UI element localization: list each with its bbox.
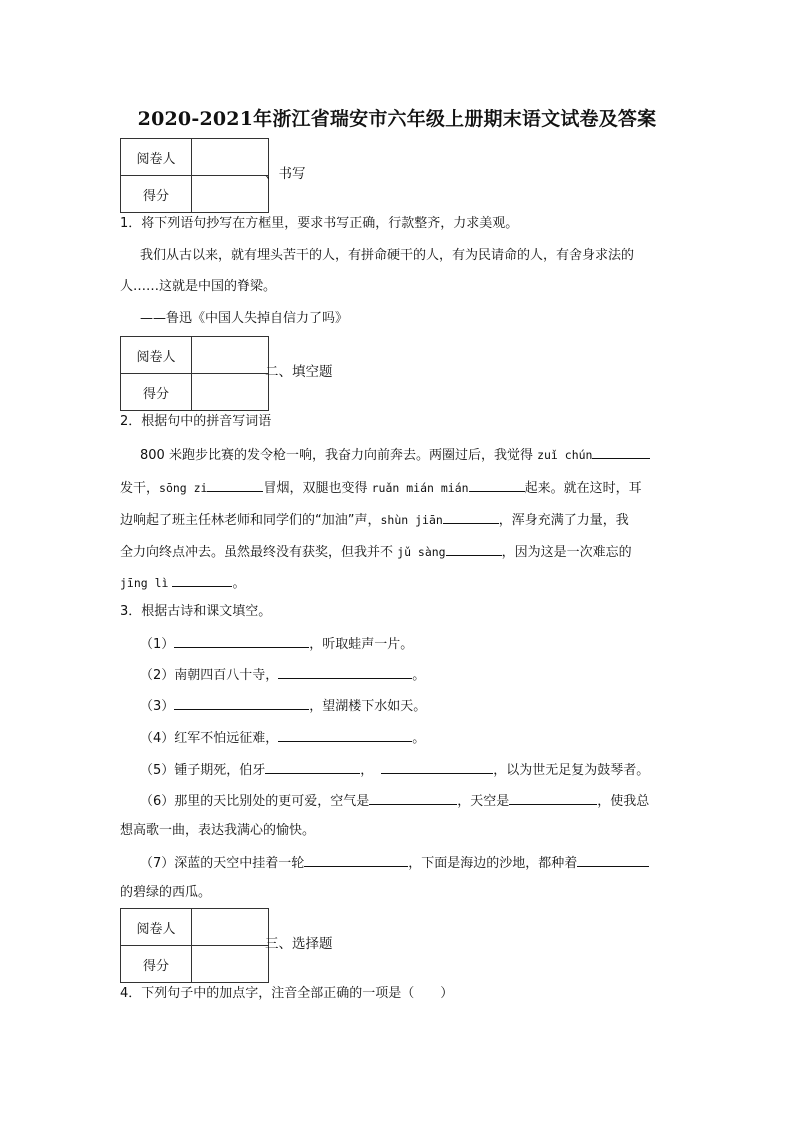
score-table [120,336,269,411]
q2-text: 800 米跑步比赛的发令枪一响，我奋力向前奔去。两圈过后，我觉得 [140,448,538,463]
q3-text: 。 [412,731,426,746]
answer-blank[interactable] [443,509,499,524]
reviewer-cell [192,337,269,374]
reviewer-label: 阅卷人 [121,139,192,176]
answer-blank[interactable] [577,852,649,867]
q3-text: （7）深蓝的天空中挂着一轮 [140,856,305,871]
q3-text: ，下面是海边的沙地，都种着 [408,856,578,871]
pinyin: shùn jiān [380,513,443,527]
q2-text: 。 [232,576,246,591]
q3-text: （4）红军不怕远征难， [140,731,279,746]
q2-line3 [120,509,629,531]
score-label: 得分 [121,374,192,411]
q3-text: ，听取蛙声一片。 [309,637,414,652]
reviewer-cell [192,909,269,946]
q3-item2 [140,664,425,686]
q2-text: 起来。就在这时，耳 [524,481,642,496]
answer-blank[interactable] [592,444,650,459]
score-cell [192,176,269,213]
q3-text: 。 [412,668,426,683]
answer-blank[interactable] [304,852,408,867]
q2-line2 [120,477,642,499]
q3-text: （1） [140,637,175,652]
section-header-choice [120,908,333,983]
q3-item6-cont: 想高歌一曲，表达我满心的愉快。 [120,823,316,838]
score-table [120,908,269,983]
q2-text: ，浑身充满了力量，我 [498,513,629,528]
q3-text: ，望湖楼下水如天。 [309,699,427,714]
answer-blank[interactable] [509,790,597,805]
q3-text: ， [360,763,374,778]
q2-prompt: 2．根据句中的拼音写词语 [120,414,272,429]
reviewer-label: 阅卷人 [121,337,192,374]
q2-text: 发干， [120,481,160,496]
score-label: 得分 [121,946,192,983]
q3-text: （5）锺子期死，伯牙 [140,763,266,778]
q2-text: 边响起了班主任林老师和同学们的“加油”声， [120,513,381,528]
pinyin: jǔ sàng [397,545,446,559]
q3-item5 [140,759,649,781]
pinyin: zuǐ chún [537,448,593,462]
q3-text: ，使我总 [597,794,650,809]
answer-blank[interactable] [265,759,360,774]
reviewer-cell [192,139,269,176]
answer-blank[interactable] [469,477,525,492]
q2-text: ，因为这是一次难忘的 [501,545,632,560]
answer-blank[interactable] [174,695,309,710]
q2-line1 [140,444,650,466]
answer-blank[interactable] [369,790,457,805]
answer-blank[interactable] [207,477,263,492]
q3-text: ，以为世无足复为鼓琴者。 [493,763,650,778]
answer-blank[interactable] [446,541,502,556]
q1-prompt: 1．将下列语句抄写在方框里，要求书写正确，行款整齐，力求美观。 [120,216,519,231]
answer-blank[interactable] [278,727,412,742]
section-heading: 、书写 [265,166,306,182]
pinyin: jīng lì [120,576,169,590]
q2-line5 [120,572,245,594]
reviewer-label: 阅卷人 [121,909,192,946]
q2-text: 全力向终点冲去。虽然最终没有获奖，但我并不 [120,545,398,560]
q3-text: （6）那里的天比别处的更可爱，空气是 [140,794,370,809]
section-heading: 二、填空题 [265,364,333,380]
score-label: 得分 [121,176,192,213]
q1-text-line1: 我们从古以来，就有埋头苦干的人，有拼命硬干的人，有为民请命的人，有舍身求法的 [140,248,635,263]
q3-item1 [140,633,413,655]
score-cell [192,946,269,983]
pinyin: sōng zi [159,481,208,495]
section-header-fill [120,336,333,411]
q4-prompt: 4．下列句子中的加点字，注音全部正确的一项是（ ） [120,986,454,1001]
q3-item4 [140,727,425,749]
q3-item7-cont: 的碧绿的西瓜。 [120,885,212,900]
answer-blank[interactable] [278,664,412,679]
answer-blank[interactable] [174,633,309,648]
q3-item3 [140,695,426,717]
answer-blank[interactable] [172,572,232,587]
q3-item6 [140,790,649,812]
section-header-writing [120,138,306,213]
q3-text: ，天空是 [457,794,510,809]
answer-blank[interactable] [381,759,493,774]
score-cell [192,374,269,411]
pinyin: ruǎn mián mián [371,481,469,495]
q3-text: （3） [140,699,175,714]
page-title: 2020-2021年浙江省瑞安市六年级上册期末语文试卷及答案 [137,108,657,130]
q2-text: 冒烟，双腿也变得 [263,481,372,496]
q3-prompt: 3．根据古诗和课文填空。 [120,604,272,619]
q1-source: ——鲁迅《中国人失掉自信力了吗》 [140,311,349,326]
q3-text: （2）南朝四百八十寺， [140,668,279,683]
section-heading: 三、选择题 [265,936,333,952]
q3-item7 [140,852,649,874]
score-table [120,138,269,213]
q1-text-line2: 人……这就是中国的脊梁。 [120,279,277,294]
q2-line4 [120,541,632,563]
